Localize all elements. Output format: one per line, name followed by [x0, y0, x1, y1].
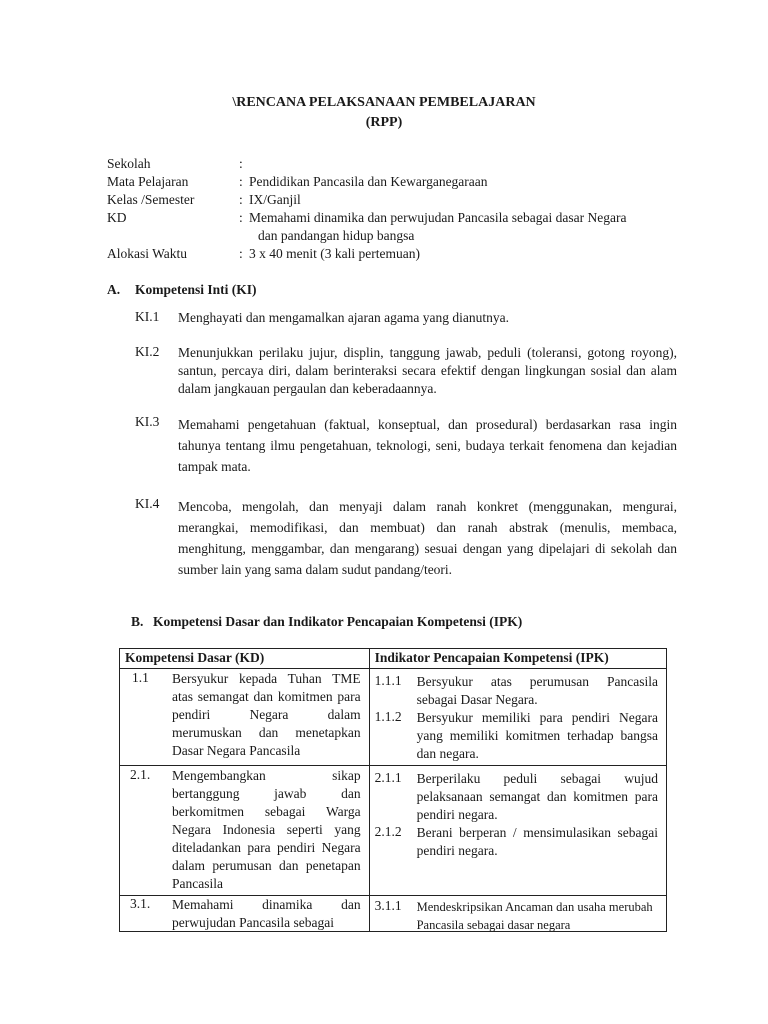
section-a-heading: Kompetensi Inti (KI): [135, 282, 257, 297]
kd-text: Mengembangkan sikap bertanggung jawab dan berkomitmen sebagai Warga Negara Indonesia seperti yang diteladankan para pendiri Negara dalam perumusan dan penetapan Pancasila: [172, 768, 361, 891]
ki-code: KI.1: [135, 309, 160, 324]
ki-code: KI.3: [135, 414, 160, 429]
document-title: \RENCANA PELAKSANAAN PEMBELAJARAN: [232, 95, 536, 110]
ipk-text: Bersyukur atas perumusan Pancasila sebagai Dasar Negara.: [416, 674, 658, 707]
identity-value-kelas: IX/Ganjil: [249, 192, 301, 207]
identity-label-kd: KD: [107, 210, 127, 225]
identity-label-alokasi: Alokasi Waktu: [107, 246, 188, 261]
ipk-text: Bersyukur memiliki para pendiri Negara yang memiliki komitmen terhadap bangsa dan negara.: [416, 710, 658, 761]
table-header-ipk: Indikator Pencapaian Kompetensi (IPK): [369, 649, 666, 669]
identity-value-kd-line2: dan pandangan hidup bangsa: [258, 228, 415, 243]
ipk-text: Berani berperan / mensimulasikan sebagai pendiri negara.: [416, 825, 658, 858]
ki-text: Mencoba, mengolah, dan menyaji dalam ranah konkret (menggunakan, mengurai, merangkai, memodifikasi, dan membuat) dan ranah abstrak (menulis, membaca, menghitung, menggambar, dan mengarang) sesuai dengan yang dipelajari di sekolah dan sumber lain yang sama dalam sudut pandang/teori.: [178, 499, 677, 577]
ipk-number: 2.1.2: [374, 824, 402, 839]
ipk-number: 2.1.1: [374, 770, 402, 785]
table-row: [120, 766, 667, 896]
identity-value-mapel: Pendidikan Pancasila dan Kewarganegaraan: [249, 174, 488, 189]
identity-label-kelas: Kelas /Semester: [107, 192, 195, 207]
identity-sep: :: [239, 192, 243, 207]
ki-text: Memahami pengetahuan (faktual, konseptual, dan prosedural) berdasarkan rasa ingin tahunya tentang ilmu pengetahuan, teknologi, seni, budaya terkait fenomena dan kejadian tampak mata.: [178, 417, 677, 474]
identity-value-alokasi: 3 x 40 menit (3 kali pertemuan): [249, 246, 420, 261]
ki-text: Menunjukkan perilaku jujur, displin, tanggung jawab, peduli (toleransi, gotong royong), santun, percaya diri, dalam berinteraksi secara efektif dengan lingkungan sosial dan alam dalam jangkauan pergaulan dan keberadaannya.: [178, 345, 677, 396]
ki-code: KI.4: [135, 496, 160, 511]
identity-label-sekolah: Sekolah: [107, 156, 151, 171]
kd-text: Memahami dinamika dan perwujudan Pancasila sebagai: [172, 897, 361, 930]
kd-number: 3.1.: [130, 896, 151, 911]
ipk-number: 3.1.1: [374, 898, 402, 913]
identity-sep: :: [239, 156, 243, 171]
ipk-text: Berperilaku peduli sebagai wujud pelaksanaan semangat dan komitmen para pendiri negara.: [416, 771, 658, 822]
table-header-row: [120, 649, 667, 669]
kd-ipk-table: [119, 648, 667, 932]
section-a-marker: A.: [107, 282, 121, 297]
kd-number: 1.1: [132, 670, 149, 685]
ki-code: KI.2: [135, 344, 160, 359]
identity-sep: :: [239, 210, 243, 225]
ipk-text: Mendeskripsikan Ancaman dan usaha merubah Pancasila sebagai dasar negara: [416, 900, 653, 931]
identity-sep: :: [239, 246, 243, 261]
identity-sep: :: [239, 174, 243, 189]
table-row: [120, 896, 667, 932]
section-b-marker: B.: [131, 614, 144, 629]
table-header-kd: Kompetensi Dasar (KD): [120, 649, 370, 669]
ipk-number: 1.1.2: [374, 709, 402, 724]
ipk-number: 1.1.1: [374, 673, 402, 688]
section-b-heading: Kompetensi Dasar dan Indikator Pencapaian Kompetensi (IPK): [153, 614, 523, 629]
document-subtitle: (RPP): [365, 115, 403, 130]
kd-number: 2.1.: [130, 767, 151, 782]
ki-text: Menghayati dan mengamalkan ajaran agama yang dianutnya.: [178, 310, 509, 325]
identity-value-kd: Memahami dinamika dan perwujudan Pancasila sebagai dasar Negara: [249, 210, 627, 225]
table-row: [120, 669, 667, 766]
identity-label-mapel: Mata Pelajaran: [107, 174, 189, 189]
kd-text: Bersyukur kepada Tuhan TME atas semangat dan komitmen para pendiri Negara dalam merumuskan dan menetapkan Dasar Negara Pancasila: [172, 671, 361, 758]
